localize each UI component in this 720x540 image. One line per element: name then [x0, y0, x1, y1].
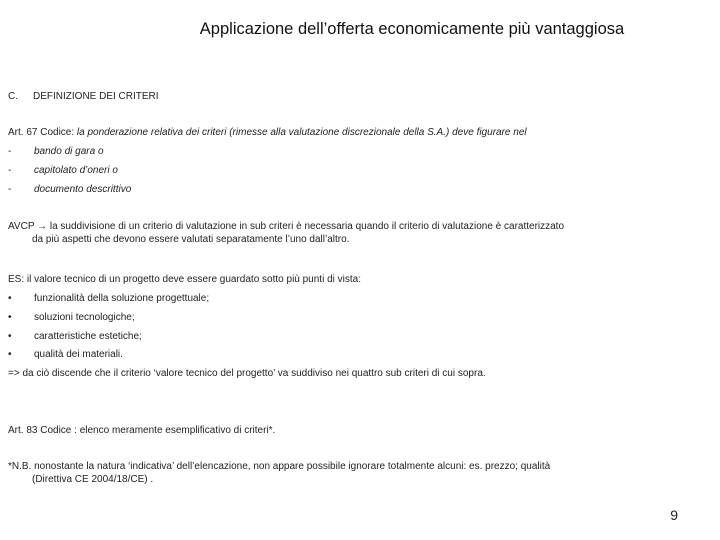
bullet-marker: •	[8, 331, 12, 342]
art67-prefix: Art. 67 Codice:	[8, 127, 77, 138]
page-number: 9	[670, 507, 678, 523]
nb-note	[8, 460, 712, 486]
list-item: funzionalità della soluzione progettuale;	[34, 293, 210, 304]
bullet-marker: •	[8, 349, 12, 360]
list-item: caratteristiche estetiche;	[34, 331, 142, 342]
nb-line-1: *N.B. nonostante la natura ‘indicativa’ dell’elencazione, non appare possibile ignorare totalmente alcuni: es. prezzo; qualità	[8, 461, 551, 472]
dash-marker: -	[8, 146, 12, 157]
avcp-line-1: AVCP → la suddivisione di un criterio di valutazione in sub criteri è necessaria quando il criterio di valutazione è caratterizzato	[8, 221, 565, 232]
page-title: Applicazione dell’offerta economicamente più vantaggiosa	[199, 20, 625, 38]
list-item: soluzioni tecnologiche;	[34, 312, 135, 323]
list-item: documento descrittivo	[34, 184, 132, 195]
section-heading: DEFINIZIONE DEI CRITERI	[33, 91, 159, 102]
art67-text: la ponderazione relativa dei criteri (rimesse alla valutazione discrezionale della S.A.) deve figurare nel	[76, 127, 527, 138]
bullet-marker: •	[8, 312, 12, 323]
es-intro: ES: il valore tecnico di un progetto deve essere guardato sotto più punti di vista:	[8, 274, 361, 285]
avcp-paragraph	[8, 220, 712, 246]
bullet-marker: •	[8, 293, 12, 304]
dash-marker: -	[8, 184, 12, 195]
list-item: capitolato d’oneri o	[34, 165, 118, 176]
dash-marker: -	[8, 165, 12, 176]
section-letter: C.	[8, 91, 18, 102]
nb-line-2: (Direttiva CE 2004/18/CE) .	[32, 474, 154, 485]
list-item: bando di gara o	[34, 146, 104, 157]
avcp-line-2: da più aspetti che devono essere valutati separatamente l’uno dall’altro.	[32, 234, 350, 245]
art67-paragraph	[8, 126, 527, 139]
es-conclusion: => da ciò discende che il criterio ‘valore tecnico del progetto’ va suddiviso nei quattro sub criteri di cui sopra.	[8, 368, 486, 379]
art83-line: Art. 83 Codice : elenco meramente esemplificativo di criteri*.	[8, 425, 276, 436]
list-item: qualità dei materiali.	[34, 349, 123, 360]
